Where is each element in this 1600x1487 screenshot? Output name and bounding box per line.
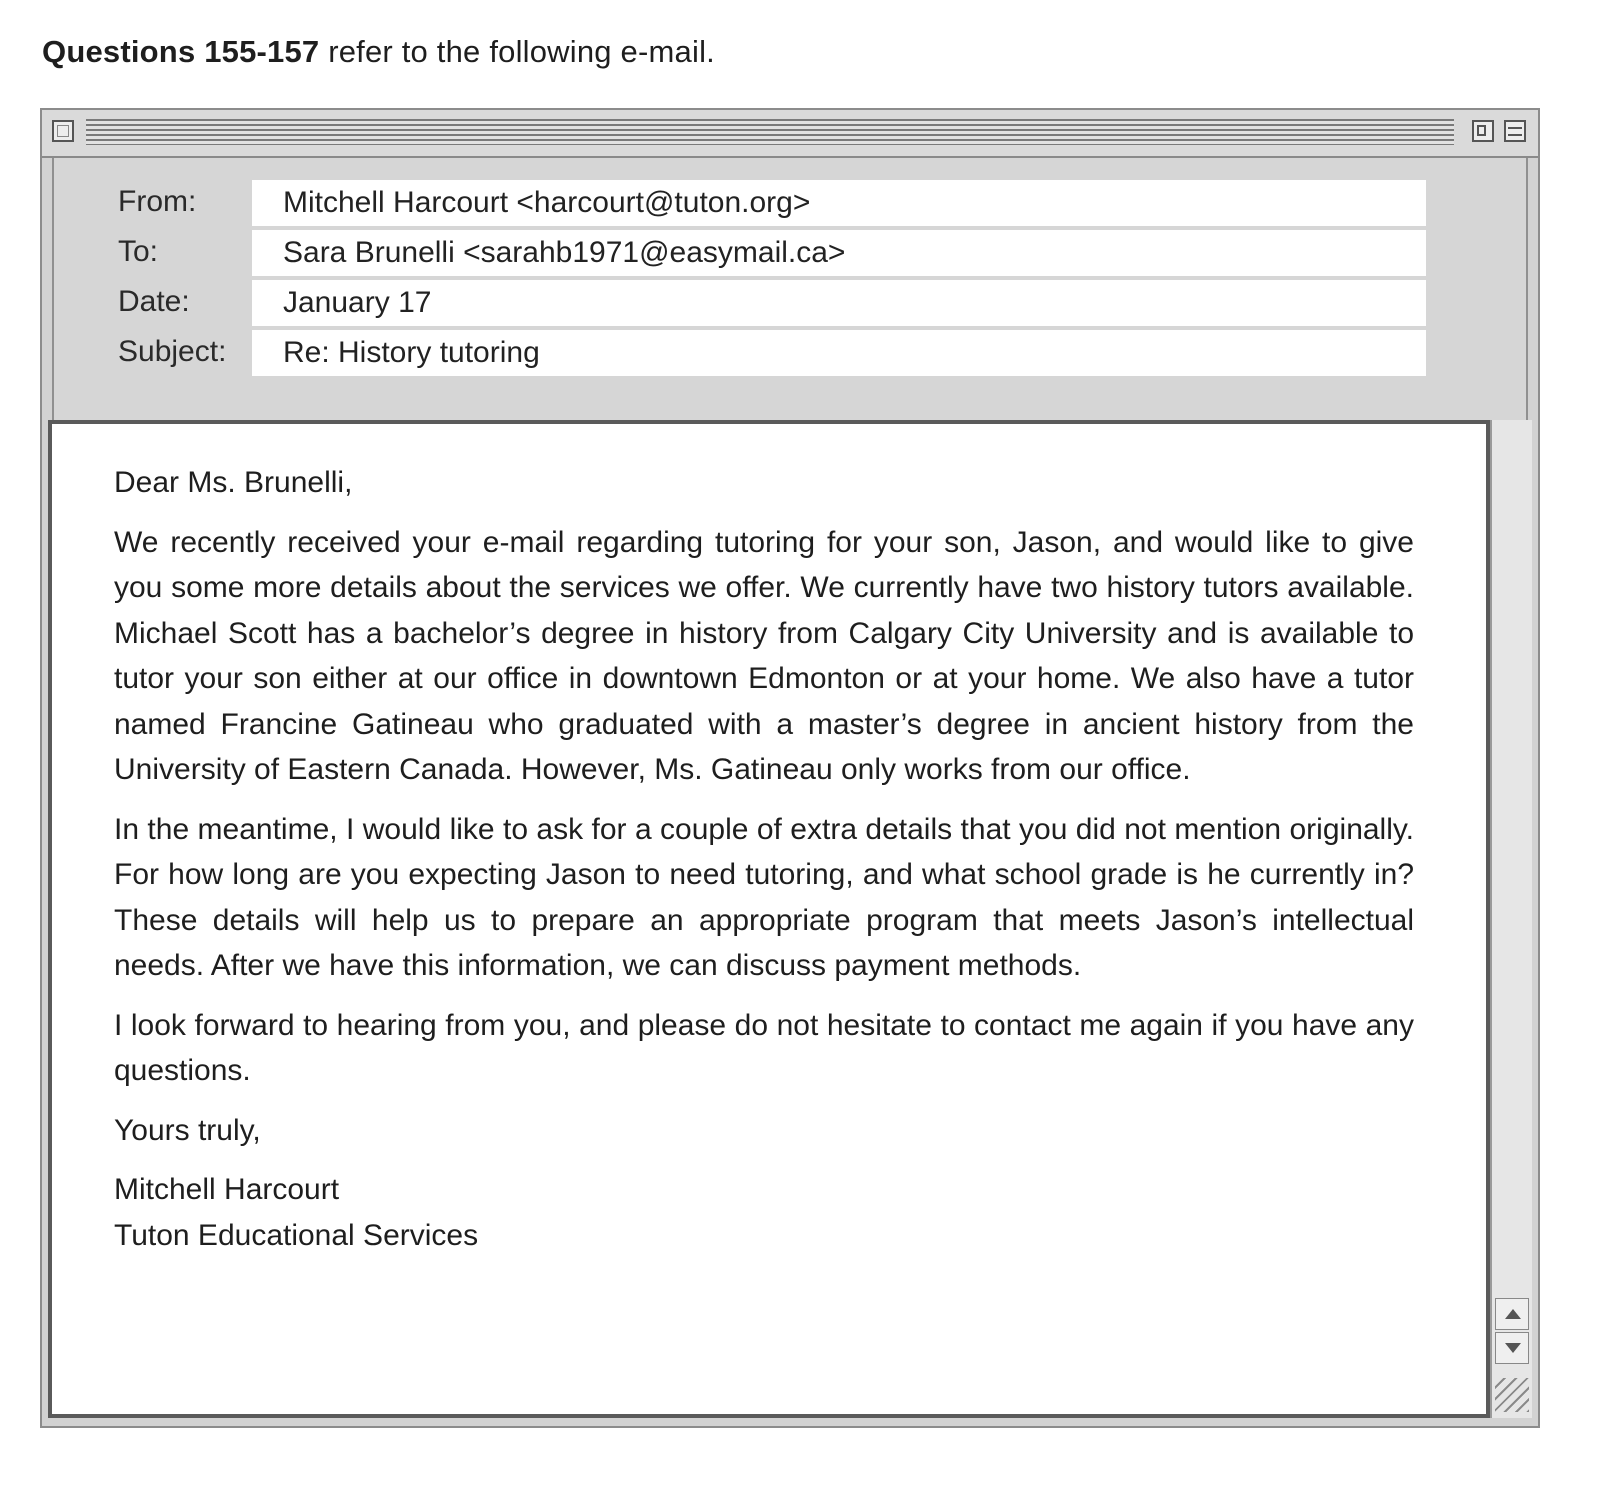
email-paragraph: In the meantime, I would like to ask for a couple of extra details that you did not mention originally. For how long are you expecting Jason to need tutoring, and what school grade is he currently in? These details will help us to prepare an appropriate program that meets Jason’s intellectual needs. After we have this information, we can discuss payment methods. xyxy=(114,812,1414,982)
scroll-down-arrow-icon[interactable] xyxy=(1495,1332,1529,1364)
titlebar-stripes xyxy=(86,119,1454,145)
subject-field[interactable]: Re: History tutoring xyxy=(252,330,1426,376)
email-body-panel[interactable] xyxy=(48,420,1490,1418)
header-row-subject xyxy=(54,330,1526,376)
email-body xyxy=(114,460,1414,1258)
header-row-date xyxy=(54,280,1526,326)
window-titlebar[interactable] xyxy=(42,110,1538,158)
header-row-to xyxy=(54,230,1526,276)
from-field[interactable]: Mitchell Harcourt <harcourt@tuton.org> xyxy=(252,180,1426,226)
question-intro-text: refer to the following e-mail. xyxy=(319,34,715,69)
collapse-icon[interactable] xyxy=(1504,120,1526,142)
email-paragraph: I look forward to hearing from you, and please do not hesitate to contact me again if you have any questions. xyxy=(114,1008,1414,1087)
header-row-from xyxy=(54,180,1526,226)
from-label: From: xyxy=(118,185,197,218)
close-icon[interactable] xyxy=(52,120,74,142)
signature-name: Mitchell Harcourt xyxy=(114,1173,340,1206)
question-range: Questions 155-157 xyxy=(42,34,320,69)
date-label: Date: xyxy=(118,285,190,318)
question-intro xyxy=(42,34,715,70)
email-closing: Yours truly, xyxy=(114,1113,261,1147)
vertical-scrollbar[interactable] xyxy=(1490,420,1532,1418)
zoom-icon[interactable] xyxy=(1472,120,1494,142)
resize-grip-icon[interactable] xyxy=(1495,1378,1529,1412)
signature-org: Tuton Educational Services xyxy=(114,1218,479,1252)
email-header-panel xyxy=(52,158,1528,420)
to-label: To: xyxy=(118,235,159,268)
date-field[interactable]: January 17 xyxy=(252,280,1426,326)
subject-label: Subject: xyxy=(118,335,227,368)
email-paragraph: We recently received your e-mail regarding tutoring for your son, Jason, and would like to give you some more details about the services we offer. We currently have two history tutors available. Michael Scott has a bachelor’s degree in history from Calgary City University and is available to tutor your son either at our office in downtown Edmonton or at your home. We also have a tutor named Francine Gatineau who graduated with a master’s degree in ancient history from the University of Eastern Canada. However, Ms. Gatineau only works from our office. xyxy=(114,525,1414,786)
email-greeting: Dear Ms. Brunelli, xyxy=(114,466,353,499)
email-window xyxy=(40,108,1540,1428)
scroll-up-arrow-icon[interactable] xyxy=(1495,1298,1529,1330)
to-field[interactable]: Sara Brunelli <sarahb1971@easymail.ca> xyxy=(252,230,1426,276)
